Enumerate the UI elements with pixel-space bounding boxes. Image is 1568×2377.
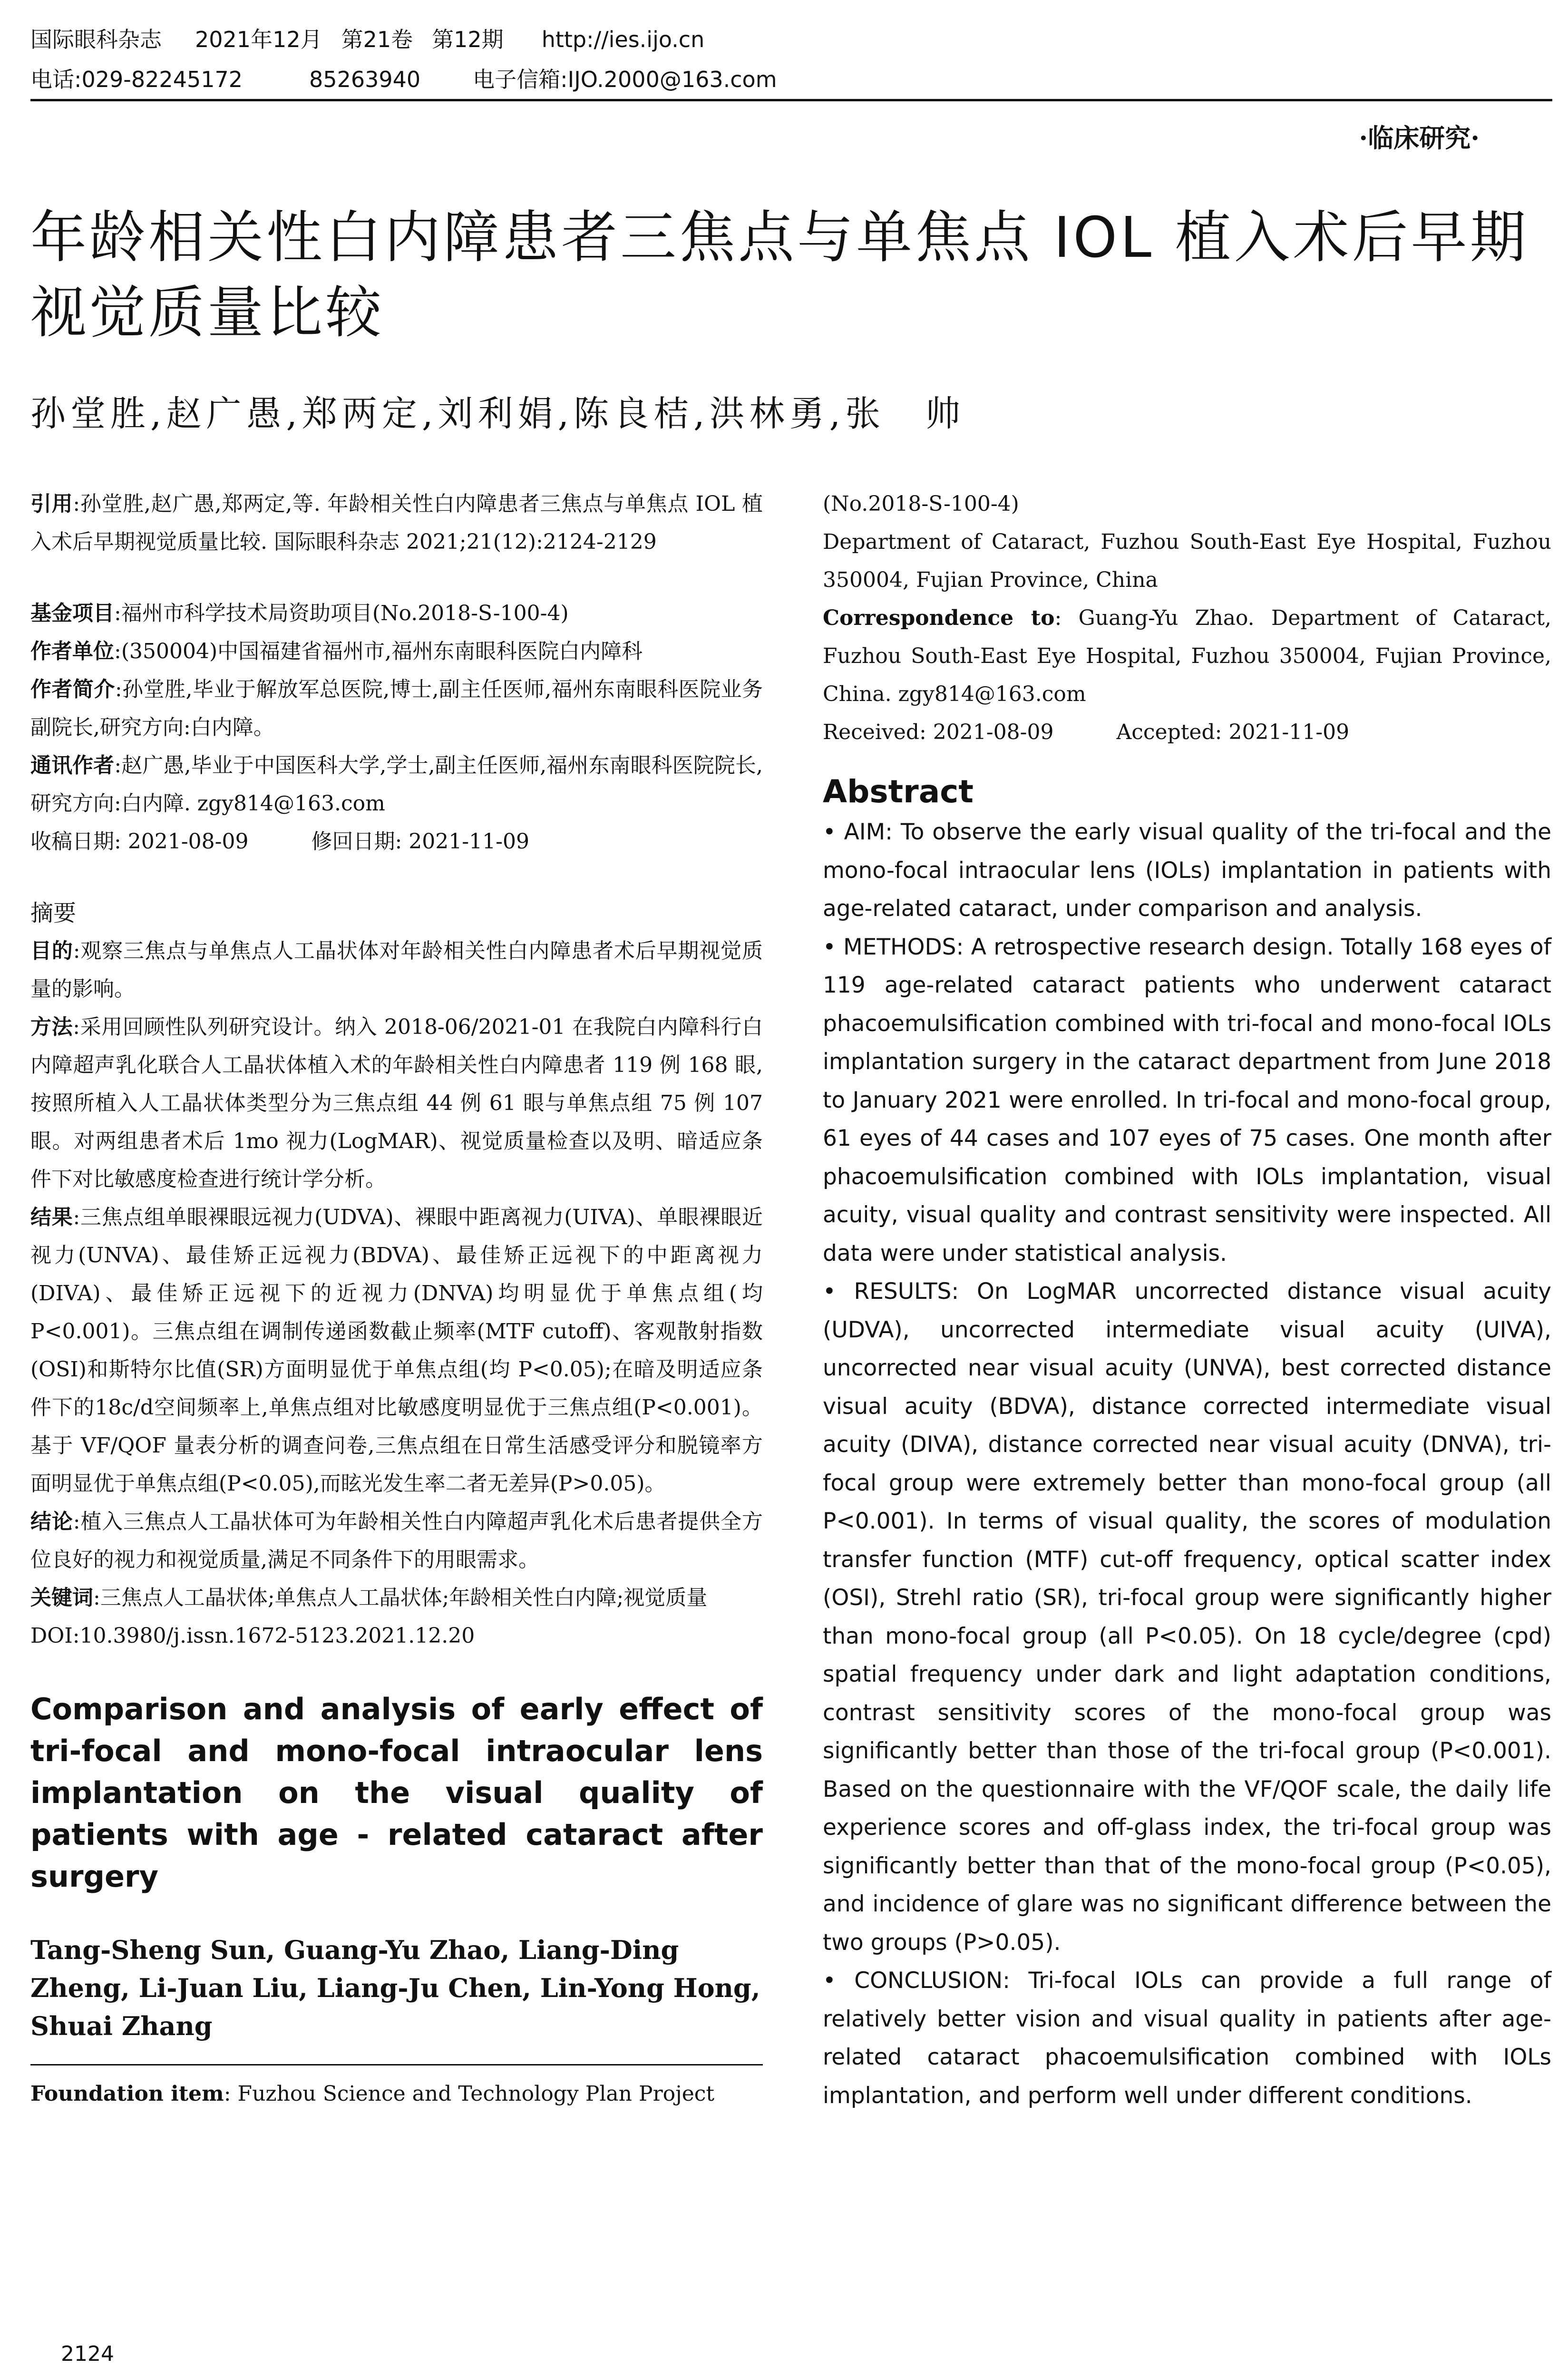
bio-text: :孙堂胜,毕业于解放军总医院,博士,副主任医师,福州东南眼科医院业务副院长,研究方向:白内障。 [30, 677, 763, 740]
methods-cn [30, 1008, 763, 1198]
issue-number: 第12期 [432, 27, 504, 52]
keywords-cn [30, 1579, 763, 1617]
header-rule [30, 99, 1552, 101]
methods-text-cn: :采用回顾性队列研究设计。纳入 2018-06/2021-01 在我院白内障科行白内障超声乳化联合人工晶状体植入术的年龄相关性白内障患者 119 例 168 眼,按照所植入人工晶状体类型分为三焦点组 44 例 61 眼与单焦点组 75 例 107 眼。对两组患者术后 1mo 视力(LogMAR)、视觉质量检查以及明、暗适应条件下对比敏感度检查进行统计学分析。 [30, 1015, 763, 1191]
methods-en: • METHODS: A retrospective research design. Totally 168 eyes of 119 age-related cataract patients who underwent cataract phacoemulsification combined with tri-focal and mono-focal IOLs implantation surgery in the cataract department from June 2018 to January 2021 were enrolled. In tri-focal and mono-focal group, 61 eyes of 44 cases and 107 eyes of 75 cases. One month after phacoemulsification combined with IOLs implantation, visual acuity, visual quality and contrast sensitivity were inspected. All data were under statistical analysis. [823, 934, 1551, 1266]
bio-label: 作者简介 [30, 677, 115, 701]
fund-text: :福州市科学技术局资助项目(No.2018-S-100-4) [114, 601, 569, 625]
aim-cn [30, 932, 763, 1008]
email[interactable]: 电子信箱:IJO.2000@163.com [473, 67, 777, 92]
journal-url[interactable]: http://ies.ijo.cn [541, 27, 705, 52]
dates-cn: 收稿日期: 2021-08-09 修回日期: 2021-11-09 [30, 829, 529, 854]
citation [30, 485, 763, 561]
authors-cn: 孙堂胜,赵广愚,郑两定,刘利娟,陈良桔,洪林勇,张 帅 [30, 393, 965, 434]
author-bio [30, 671, 763, 747]
citation-text: :孙堂胜,赵广愚,郑两定,等. 年龄相关性白内障患者三焦点与单焦点 IOL 植入术后早期视觉质量比较. 国际眼科杂志 2021;21(12):2124-2129 [30, 492, 763, 554]
correspondence-text: : Guang-Yu Zhao. Department of Cataract, Fuzhou South-East Eye Hospital, Fuzhou 350004, Fujian Province, China. zgy814@163.com [823, 606, 1552, 706]
keywords-text-cn: :三焦点人工晶状体;单焦点人工晶状体;年龄相关性白内障;视觉质量 [93, 1586, 708, 1610]
article-title-cn: 年龄相关性白内障患者三焦点与单焦点 IOL 植入术后早期视觉质量比较 [30, 205, 1529, 345]
methods-label-cn: 方法 [30, 1015, 73, 1039]
section-tag: ·临床研究· [1359, 123, 1480, 153]
abstract-heading-cn: 摘要 [30, 900, 77, 926]
corr-text: :赵广愚,毕业于中国医科大学,学士,副主任医师,福州东南眼科医院院长,研究方向:白内障. zgy814@163.com [30, 753, 763, 816]
conclusion-text-cn: :植入三焦点人工晶状体可为年龄相关性白内障超声乳化术后患者提供全方位良好的视力和视觉质量,满足不同条件下的用眼需求。 [30, 1510, 763, 1572]
unit-text: :(350004)中国福建省福州市,福州东南眼科医院白内障科 [114, 639, 643, 663]
left-column [30, 485, 763, 2113]
conclusion-en: • CONCLUSION: Tri-focal IOLs can provide a full range of relatively better vision and visual quality in patients after age-related cataract phacoemulsification combined with IOLs implantation, and perform well under different conditions. [823, 1968, 1551, 2109]
journal-header-line-1 [30, 23, 704, 56]
aim-label-cn: 目的 [30, 939, 73, 963]
correspondence-en [823, 599, 1551, 713]
results-text-cn: :三焦点组单眼裸眼远视力(UDVA)、裸眼中距离视力(UIVA)、单眼裸眼近视力(UNVA)、最佳矫正远视力(BDVA)、最佳矫正远视下的中距离视力(DIVA)、最佳矫正远视下的近视力(DNVA)均明显优于单焦点组(均 P<0.001)。三焦点组在调制传递函数截止频率(MTF cutoff)、客观散射指数(OSI)和斯特尔比值(SR)方面明显优于单焦点组(均 P<0.05);在暗及明适应条件下的18c/d空间频率上,单焦点组对比敏感度明显优于三焦点组(P<0.001)。基于 VF/QOF 量表分析的调查问卷,三焦点组在日常生活感受评分和脱镜率方面明显优于单焦点组(P<0.05),而眩光发生率二者无差异(P>0.05)。 [30, 1205, 763, 1496]
correspondence-label: Correspondence to [823, 606, 1055, 630]
abstract-heading-en: Abstract [823, 773, 974, 810]
results-label-cn: 结果 [30, 1205, 73, 1229]
page-number: 2124 [61, 2342, 114, 2366]
aim-text-cn: :观察三焦点与单焦点人工晶状体对年龄相关性白内障患者术后早期视觉质量的影响。 [30, 939, 763, 1001]
journal-header-line-2 [30, 63, 777, 96]
corresponding-author [30, 747, 763, 823]
department-en: Department of Cataract, Fuzhou South-East Eye Hospital, Fuzhou 350004, Fujian Province, China [823, 530, 1551, 592]
results-cn [30, 1198, 763, 1503]
foundation-cont: (No.2018-S-100-4) [823, 492, 1019, 516]
authors-en: Tang-Sheng Sun, Guang-Yu Zhao, Liang-Ding Zheng, Li-Juan Liu, Liang-Ju Chen, Lin-Yong Hong, Shuai Zhang [30, 1935, 760, 2041]
keywords-label-cn: 关键词 [30, 1586, 93, 1610]
fund-label: 基金项目 [30, 601, 114, 625]
fund-info [30, 594, 763, 633]
foundation-label: Foundation item [30, 2082, 224, 2106]
author-unit [30, 633, 763, 671]
issue-date: 2021年12月 [195, 27, 322, 52]
conclusion-label-cn: 结论 [30, 1510, 73, 1534]
aim-en: • AIM: To observe the early visual quality of the tri-focal and the mono-focal intraocular lens (IOLs) implantation in patients with age-related cataract, under comparison and analysis. [823, 819, 1551, 922]
corr-label: 通讯作者 [30, 753, 115, 778]
phone-2: 85263940 [309, 67, 421, 92]
conclusion-cn [30, 1503, 763, 1579]
journal-name: 国际眼科杂志 [30, 27, 162, 52]
results-en: • RESULTS: On LogMAR uncorrected distance visual acuity (UDVA), uncorrected intermediate visual acuity (UIVA), uncorrected near visual acuity (UNVA), best corrected distance visual acuity (BDVA), distance corrected intermediate visual acuity (DIVA), distance corrected near visual acuity (DNVA), tri-focal group were extremely better than mono-focal group (all P<0.001). In terms of visual quality, the scores of modulation transfer function (MTF) cut-off frequency, optical scatter index (OSI), Strehl ratio (SR), tri-focal group were significantly higher than mono-focal group (all P<0.05). On 18 cycle/degree (cpd) spatial frequency under dark and light adaptation conditions, contrast sensitivity scores of the mono-focal group was significantly better than those of the tri-focal group (P<0.001). Based on the questionnaire with the VF/QOF scale, the daily life experience scores and off-glass index, the tri-focal group was significantly better than that of the mono-focal group (P<0.05), and incidence of glare was no significant difference between the two groups (P>0.05). [823, 1278, 1551, 1956]
volume: 第21卷 [341, 27, 413, 52]
foundation-text: : Fuzhou Science and Technology Plan Project [224, 2082, 715, 2106]
received-dates: Received: 2021-08-09 Accepted: 2021-11-09 [823, 720, 1350, 744]
right-column [823, 485, 1551, 2115]
unit-label: 作者单位 [30, 639, 114, 663]
citation-label: 引用 [30, 492, 73, 516]
article-title-en: Comparison and analysis of early effect of tri-focal and mono-focal intraocular lens implantation on the visual quality of patients with age - related cataract after surgery [30, 1692, 763, 1894]
foundation-item [30, 2075, 763, 2113]
phone: 电话:029-82245172 [30, 67, 243, 92]
doi[interactable]: DOI:10.3980/j.issn.1672-5123.2021.12.20 [30, 1624, 475, 1648]
